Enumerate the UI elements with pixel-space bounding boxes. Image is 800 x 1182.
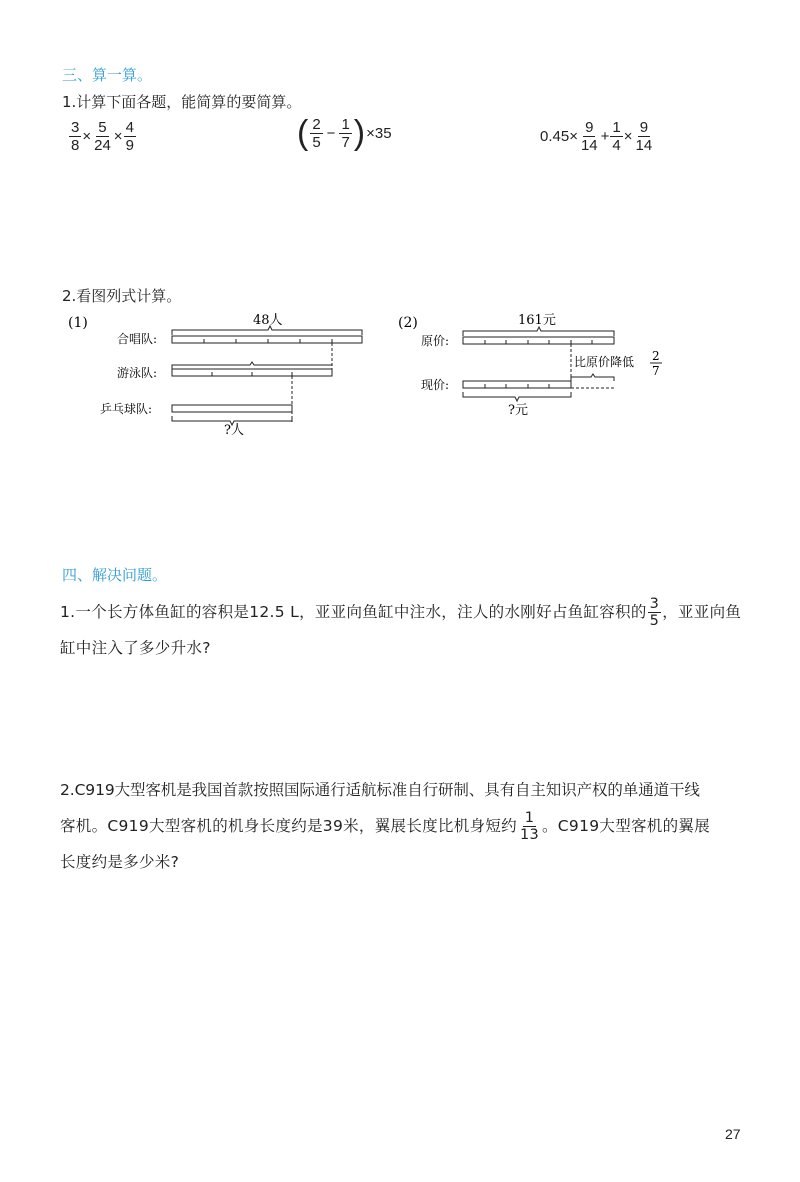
e3-op-2: × [623, 128, 633, 145]
diagram-1 [60, 305, 380, 440]
d2-top-label: 161元 [518, 313, 556, 328]
d2-top-brace [463, 327, 614, 336]
problem-2-text-b: 客机。C919大型客机的机身长度约是39米，翼展长度比机身短约 [60, 817, 517, 835]
d2-tag: (2) [398, 315, 418, 331]
e1-den-2: 24 [94, 137, 111, 154]
d1-tag: (1) [68, 315, 88, 331]
d1-row3-label: 乒乓球队: [100, 402, 153, 416]
e3-op-1: + [600, 128, 610, 145]
d2-side-text: 比原价降低 [574, 355, 635, 369]
problem-2 [60, 772, 750, 880]
e2-op: − [326, 124, 336, 142]
d1-top-label: 48人 [253, 313, 283, 328]
problem-2-text-c: 。C919大型客机的翼展 [542, 817, 711, 835]
d2-side-den: 7 [652, 364, 660, 378]
question-2-label: 2.看图列式计算。 [62, 287, 182, 305]
d1-row2-label: 游泳队: [117, 366, 158, 380]
e1-num-3: 4 [125, 119, 134, 136]
d1-bar-choir [172, 336, 362, 343]
e1-num-2: 5 [98, 119, 107, 136]
e2-right-paren: ) [353, 114, 366, 152]
d2-decrease-brace [571, 374, 614, 381]
problem-1-frac-den: 5 [649, 613, 660, 629]
d1-bar-choir-ticks [204, 339, 332, 343]
d1-bar-swim-ticks [212, 372, 292, 376]
e1-den-1: 8 [71, 137, 80, 154]
e1-op-1: × [82, 128, 92, 145]
d2-bar-current [463, 381, 571, 388]
d1-bottom-label: ?人 [224, 423, 244, 438]
e1-den-3: 9 [125, 137, 134, 154]
problem-2-frac-den: 13 [519, 827, 539, 843]
d2-bar-original [463, 337, 614, 344]
expression-1 [68, 120, 137, 153]
page-number: 27 [725, 1126, 741, 1142]
d2-bottom-brace [463, 392, 571, 401]
e2-left-paren: ( [297, 114, 309, 152]
d2-bottom-label: ?元 [508, 403, 528, 418]
e3-den-1: 14 [580, 137, 598, 154]
expression-3 [540, 120, 655, 153]
e2-den-1: 5 [312, 133, 321, 151]
question-1-label: 1.计算下面各题，能简算的要简算。 [62, 93, 302, 111]
problem-1-text-a: 1.一个长方体鱼缸的容积是12.5 L，亚亚向鱼缸中注水，注人的水刚好占鱼缸容积的 [60, 603, 647, 621]
e3-den-2: 4 [612, 137, 621, 154]
e3-num-2: 1 [612, 119, 621, 136]
problem-2-text-e: 长度约是多少米? [60, 853, 180, 871]
d1-swim-brace [172, 362, 332, 369]
d2-row2-label: 现价: [421, 378, 450, 392]
section-3-heading: 三、算一算。 [62, 66, 153, 84]
problem-1 [60, 594, 750, 666]
e2-num-1: 2 [312, 115, 321, 133]
expression-2 [296, 116, 392, 150]
d1-bar-pingpong [172, 405, 292, 412]
problem-1-frac-num: 3 [649, 595, 660, 612]
e3-num-3: 9 [639, 119, 649, 136]
problem-1-text-c: 缸中注入了多少升水? [60, 639, 211, 657]
d1-row1-label: 合唱队: [117, 332, 158, 346]
e3-den-3: 14 [635, 137, 653, 154]
section-4-heading: 四、解决问题。 [62, 566, 168, 584]
problem-2-frac-num: 1 [524, 809, 535, 826]
d2-side-num: 2 [652, 349, 660, 363]
e3-num-1: 9 [585, 119, 594, 136]
problem-1-text-b: ，亚亚向鱼 [662, 603, 742, 621]
e1-num-1: 3 [71, 119, 80, 136]
e3-lead: 0.45× [540, 128, 578, 145]
d2-bar-current-ticks [485, 384, 549, 388]
problem-2-text-a: 2.C919大型客机是我国首款按照国际通行适航标准自行研制、具有自主知识产权的单通道干线 [60, 781, 700, 799]
e1-op-2: × [113, 128, 123, 145]
diagram-2 [395, 305, 685, 420]
e2-tail: ×35 [366, 124, 392, 142]
d2-bar-original-ticks [485, 340, 592, 344]
e2-num-2: 1 [341, 115, 350, 133]
d2-row1-label: 原价: [421, 334, 450, 348]
e2-den-2: 7 [341, 133, 350, 151]
